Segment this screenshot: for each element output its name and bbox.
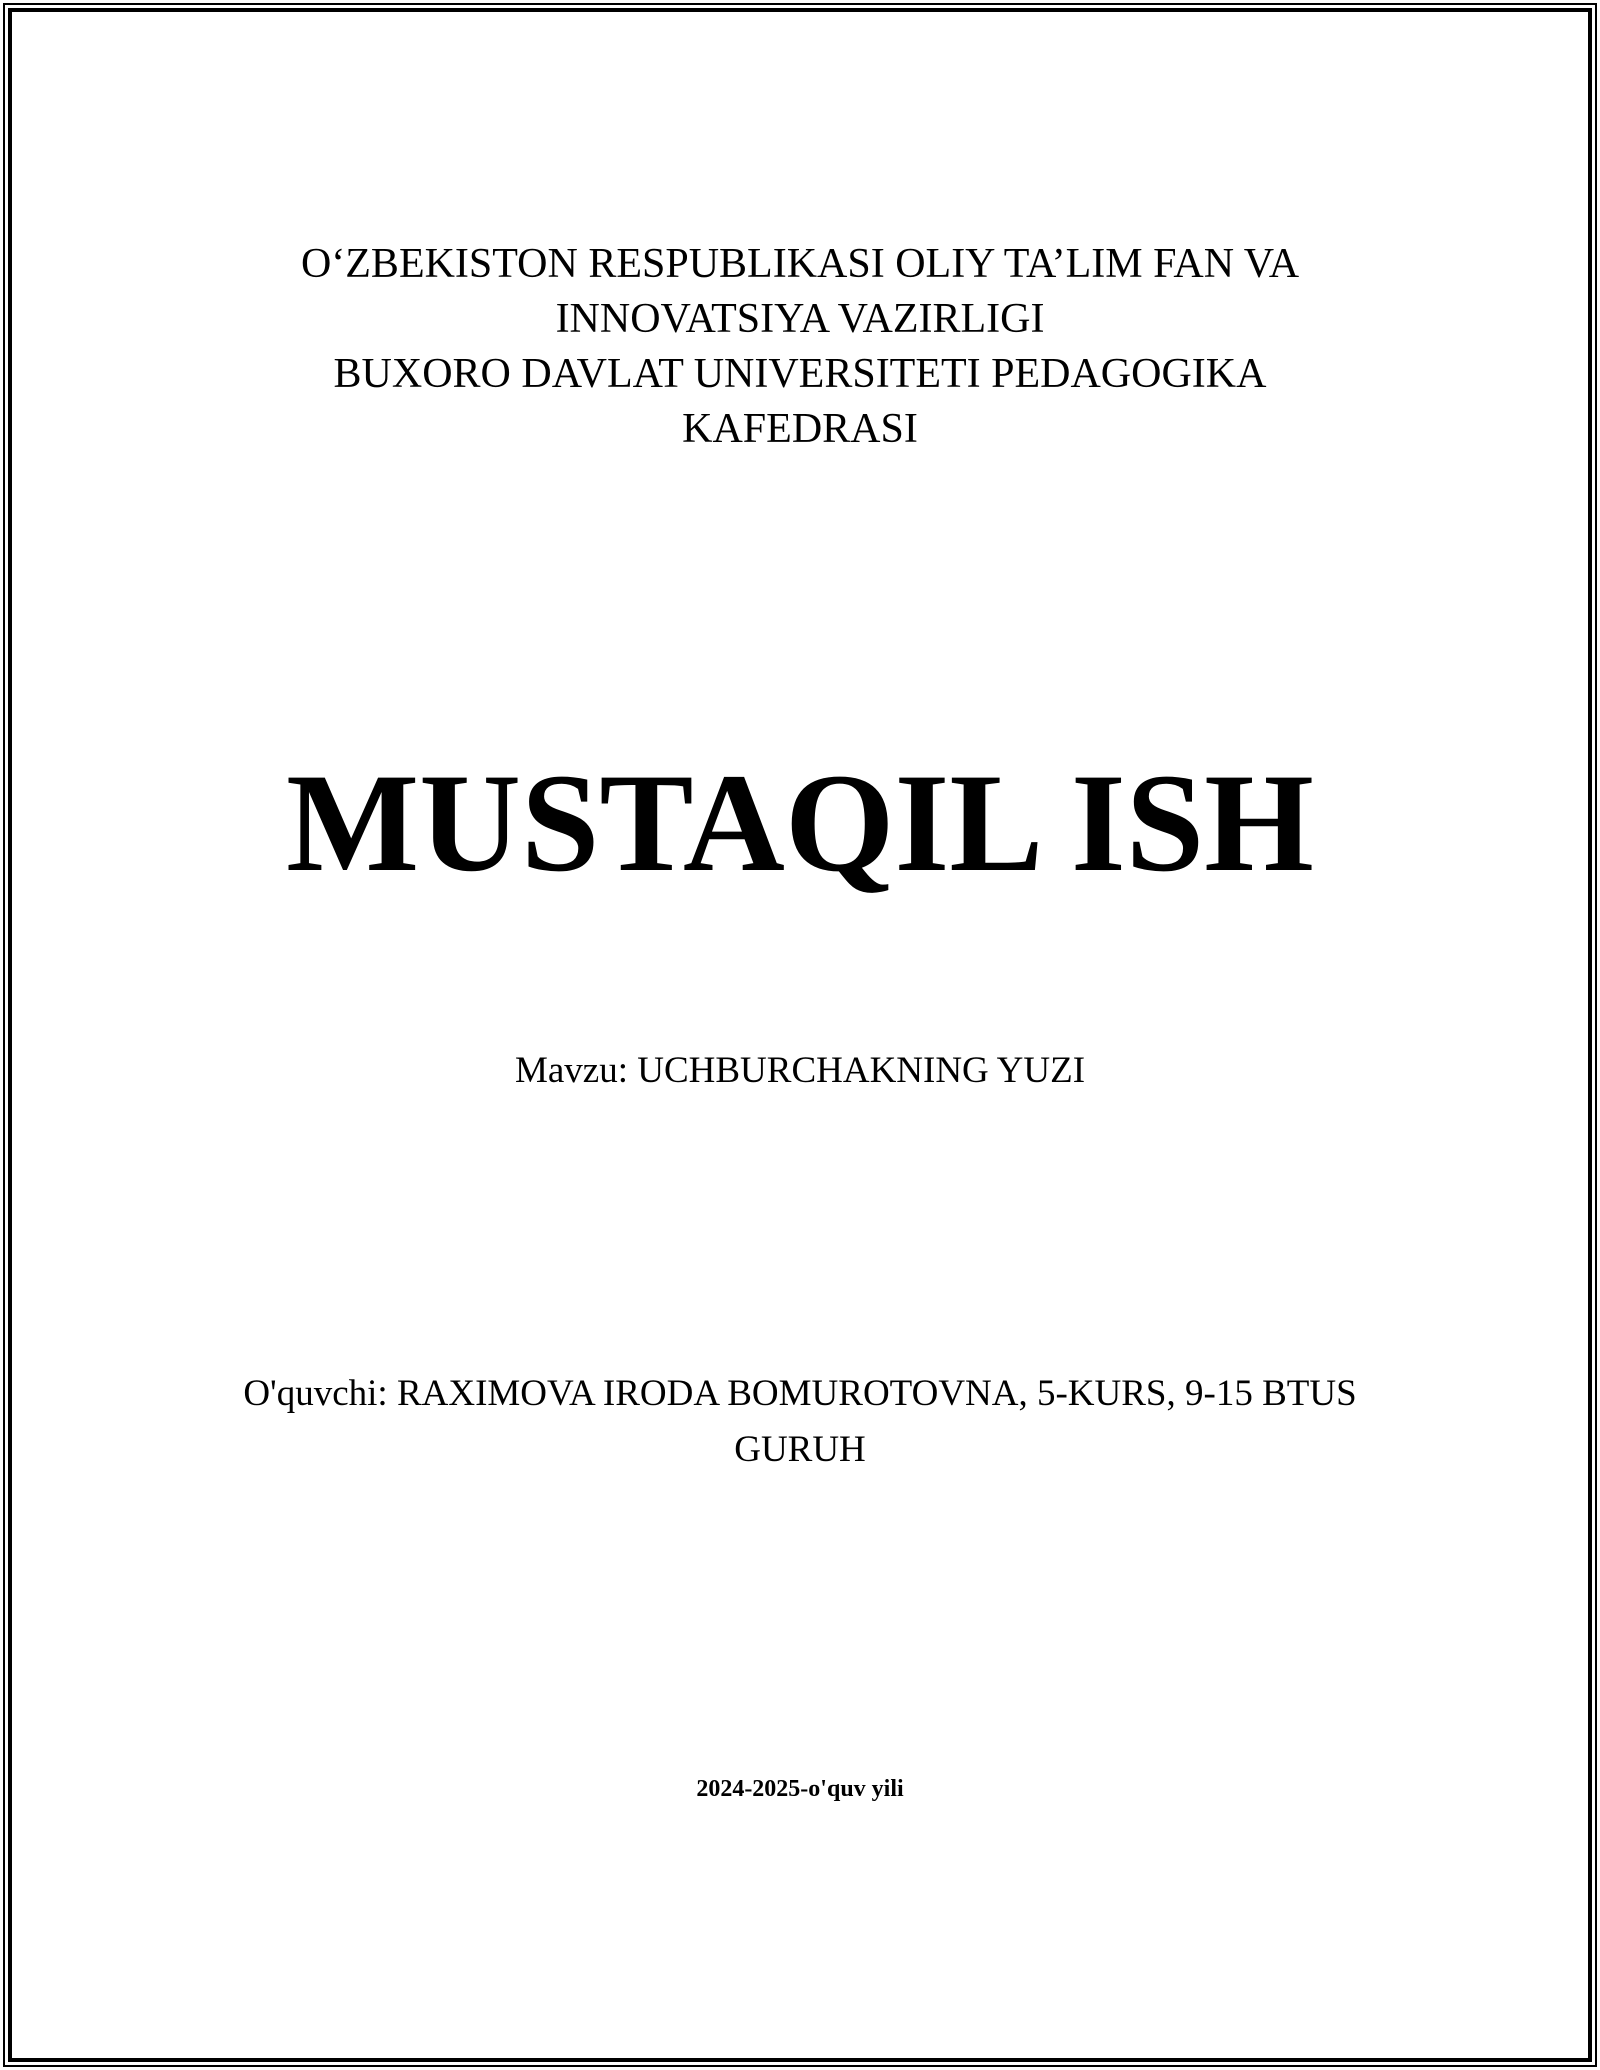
ministry-header-line-3: BUXORO DAVLAT UNIVERSITETI PEDAGOGIKA	[333, 351, 1267, 397]
academic-year: 2024-2025-o'quv yili	[696, 1776, 904, 1802]
ministry-header-line-1: O‘ZBEKISTON RESPUBLIKASI OLIY TA’LIM FAN VA	[300, 241, 1300, 287]
page-content	[12, 12, 1588, 2058]
ministry-header-line-2: INNOVATSIYA VAZIRLIGI	[555, 296, 1045, 342]
student-info-line-1: O'quvchi: RAXIMOVA IRODA BOMUROTOVNA, 5-KURS, 9-15 BTUS	[243, 1373, 1357, 1414]
document-title: MUSTAQIL ISH	[286, 745, 1314, 901]
student-info	[12, 1366, 1588, 1478]
ministry-header-line-4: KAFEDRASI	[682, 406, 918, 452]
subject-line: Mavzu: UCHBURCHAKNING YUZI	[514, 1050, 1086, 1091]
student-info-line-2: GURUH	[734, 1429, 866, 1470]
ministry-header	[12, 237, 1588, 457]
